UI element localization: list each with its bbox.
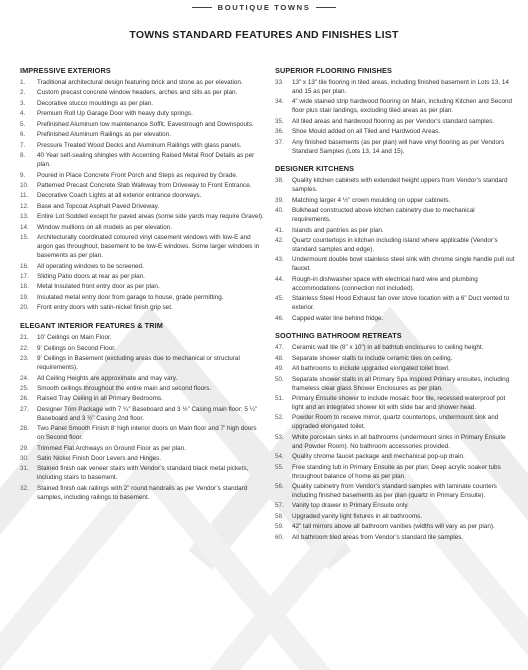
item-number: 22. (20, 344, 29, 352)
list-item (275, 276, 515, 294)
item-text: Stainless Steel Hood Exhaust fan over stove location with a 6” Duct vented to exterior. (292, 295, 510, 312)
list-item (275, 197, 515, 206)
item-number: 50. (275, 375, 284, 383)
feature-section (275, 331, 515, 542)
item-text: Quality cabinetry from Vendor’s standard samples with laminate counters including finished basements as per plan (quartz in Primary Ensuite). (292, 483, 497, 499)
item-number: 41. (275, 226, 284, 234)
item-number: 27. (20, 405, 29, 413)
item-number: 34. (275, 98, 284, 106)
item-number: 15. (20, 234, 29, 242)
item-text: 13” x 13” tile flooring in tiled areas, including finished basement in Lots 13, 14 and 15 as per plan. (292, 79, 509, 95)
item-number: 44. (275, 275, 284, 283)
item-text: Insulated metal entry door from garage to house, grade permitting. (37, 293, 224, 301)
list-item (20, 355, 265, 373)
list-item (275, 139, 515, 157)
item-number: 37. (275, 138, 284, 146)
list-item (275, 453, 515, 462)
list-item (20, 465, 265, 483)
list-item (275, 207, 515, 225)
item-number: 40. (275, 207, 284, 215)
item-text: Pressure Treated Wood Decks and Aluminum Railings with glass panels. (37, 141, 242, 149)
feature-list (20, 79, 265, 313)
item-text: Designer Trim Package with 7 ¼” Baseboard and 3 ½” Casing main floor; 5 ¼” Baseboard and 3 ½” Casing 2nd floor. (37, 405, 258, 422)
item-number: 49. (275, 365, 284, 373)
list-item (20, 79, 265, 88)
item-number: 1. (20, 79, 26, 86)
item-number: 2. (20, 89, 26, 97)
item-number: 60. (275, 533, 284, 541)
item-number: 42. (275, 237, 284, 245)
list-item (20, 213, 265, 222)
brand-name: BOUTIQUE TOWNS (217, 3, 311, 12)
item-number: 4. (20, 110, 26, 118)
list-item (20, 121, 265, 130)
item-text: Vanity top drawer in Primary Ensuite only. (292, 502, 409, 510)
list-item (20, 234, 265, 261)
item-text: Bulkhead constructed above kitchen cabinetry due to mechanical requirements. (292, 207, 475, 224)
left-column (20, 66, 265, 511)
item-text: Decorative stucco mouldings as per plan. (37, 99, 154, 107)
list-item (20, 224, 265, 233)
item-text: Quality kitchen cabinets with extended height uppers from Vendor’s standard samples. (292, 177, 508, 194)
list-item (20, 445, 265, 454)
item-text: Quality chrome faucet package and mechanical pop-up drain. (292, 453, 465, 461)
item-number: 55. (275, 463, 284, 471)
item-text: Poured in Place Concrete Front Porch and Steps as required by Grade. (37, 171, 238, 179)
item-number: 6. (20, 131, 26, 139)
item-number: 52. (275, 414, 284, 422)
section-heading: SUPERIOR FLOORING FINISHES (275, 66, 392, 75)
item-text: Powder Room to receive mirror, quartz countertops, undermount sink and upgraded elongated toilet. (292, 414, 499, 431)
list-item (20, 406, 265, 424)
item-number: 51. (275, 395, 284, 403)
list-item (275, 295, 515, 313)
item-text: Decorative Coach Lights at all exterior entrance doorways. (37, 192, 202, 200)
list-item (275, 355, 515, 364)
item-text: Upgraded vanity light fixtures in all bathrooms. (292, 512, 423, 520)
list-item (20, 455, 265, 464)
item-text: All operating windows to be screened. (37, 262, 144, 270)
list-item (20, 345, 265, 354)
feature-list (275, 177, 515, 323)
item-number: 9. (20, 171, 26, 179)
list-item (20, 395, 265, 404)
item-text: White porcelain sinks in all bathrooms (undermount sinks in Primary Ensuite and Powder Room). No bathroom accessories provided. (292, 433, 506, 450)
item-text: 10’ Ceilings on Main Floor. (37, 334, 112, 342)
list-item (275, 502, 515, 511)
document-title: TOWNS STANDARD FEATURES AND FINISHES LIST (129, 29, 399, 41)
item-number: 11. (20, 192, 29, 200)
item-text: Custom precast concrete window headers, arches and sills as per plan. (37, 89, 238, 97)
item-text: Front entry doors with satin-nickel finish grip set. (37, 304, 173, 312)
list-item (275, 395, 515, 413)
list-item (20, 172, 265, 181)
list-item (275, 344, 515, 353)
item-number: 25. (20, 384, 29, 392)
section-heading: DESIGNER KITCHENS (275, 164, 355, 174)
item-number: 18. (20, 283, 29, 291)
list-item (20, 89, 265, 98)
feature-section (20, 66, 265, 313)
list-item (20, 334, 265, 343)
item-text: Prefinished Aluminum low maintenance Soffit, Eavestrough and Downspouts. (37, 120, 254, 128)
list-item (275, 483, 515, 501)
list-item (275, 128, 515, 137)
item-text: Quartz countertops in kitchen including island where applicable (Vendor’s standard samples and edge). (292, 237, 498, 253)
list-item (20, 192, 265, 201)
item-text: Patterned Precast Concrete Slab Walkway from Driveway to Front Entrance. (37, 181, 252, 189)
item-text: Separate shower stalls to include ceramic tiles on ceiling. (292, 354, 453, 362)
list-item (20, 110, 265, 119)
item-text: Base and Topcoat Asphalt Paved Driveway. (37, 202, 160, 210)
item-text: Two Panel Smooth Finish 8’ high interior doors on Main floor and 7’ high doors on Second floor. (37, 425, 257, 442)
item-number: 45. (275, 295, 284, 303)
item-text: Ceramic wall tile (8” x 10”) in all bathtub enclosures to ceiling height. (292, 344, 484, 352)
item-text: 9’ Ceilings in Basement (excluding areas due to mechanical or structural requirements). (37, 355, 240, 372)
brand-rule-left (192, 7, 212, 8)
list-item (20, 182, 265, 191)
list-item (20, 100, 265, 109)
list-item (275, 256, 515, 274)
feature-list (275, 79, 515, 156)
item-number: 33. (275, 79, 284, 86)
item-text: Matching larger 4 ½” crown moulding on upper cabinets. (292, 196, 451, 204)
list-item (20, 142, 265, 151)
item-text: Shoe Mould added on all Tiled and Hardwood Areas. (292, 128, 441, 136)
item-text: Free standing tub in Primary Ensuite as per plan; Deep acrylic soaker tubs throughout balance of home as per plan. (292, 463, 501, 480)
item-text: Stained finish oak railings with 2” round handrails as per Vendor’s standard samples, including railings to basement. (37, 484, 248, 501)
item-text: Satin Nickel Finish Door Levers and Hinges. (37, 455, 162, 463)
item-number: 43. (275, 256, 284, 264)
item-text: All Ceiling Heights are approximate and may vary. (37, 374, 178, 382)
item-text: Rough-in dishwasher space with electrical hard wire and plumbing accommodations (connection not included). (292, 275, 478, 292)
list-item (275, 237, 515, 255)
item-number: 8. (20, 152, 26, 160)
item-number: 3. (20, 99, 26, 107)
list-item (275, 434, 515, 452)
item-number: 28. (20, 425, 29, 433)
feature-section (275, 66, 515, 156)
section-heading: SOOTHING BATHROOM RETREATS (275, 331, 402, 341)
list-item (20, 375, 265, 384)
item-number: 24. (20, 374, 29, 382)
item-text: Capped water line behind fridge. (292, 314, 384, 322)
list-item (20, 131, 265, 140)
feature-list (275, 344, 515, 542)
item-number: 31. (20, 465, 29, 473)
item-text: Sliding Patio doors at rear as per plan. (37, 272, 145, 280)
feature-section (20, 321, 265, 502)
list-item (275, 315, 515, 324)
list-item (20, 304, 265, 313)
item-text: Any finished basements (as per plan) will have vinyl flooring as per Vendors Standard Samples (Lots 13, 14 and 15). (292, 138, 505, 155)
item-number: 23. (20, 355, 29, 363)
list-item (20, 385, 265, 394)
list-item (20, 263, 265, 272)
section-heading: IMPRESSIVE EXTERIORS (20, 66, 111, 75)
list-item (275, 118, 515, 127)
list-item (275, 365, 515, 374)
item-number: 59. (275, 523, 284, 531)
list-item (275, 79, 515, 97)
list-item (275, 227, 515, 236)
item-text: Premium Roll Up Garage Door with heavy duty springs. (37, 110, 193, 118)
item-text: 42” tall mirrors above all bathroom vanities (widths will vary as per plan). (292, 523, 495, 531)
item-number: 38. (275, 177, 284, 185)
list-item (20, 203, 265, 212)
list-item (275, 464, 515, 482)
list-item (275, 513, 515, 522)
list-item (275, 177, 515, 195)
item-text: Architecturally coordinated coloured vinyl casement windows with low-E and argon gas throughout, basement to be low-E windows. Some larger windows in basements as per plan. (37, 234, 260, 260)
item-text: Raised Tray Ceiling in all Primary Bedrooms. (37, 395, 163, 403)
list-item (20, 273, 265, 282)
item-text: Primary Ensuite shower to include mosaic floor tile, recessed waterproof pot light and an integrated shower kit with slide bar and shower head. (292, 395, 506, 412)
item-number: 57. (275, 502, 284, 510)
right-column (275, 66, 515, 551)
list-item (20, 485, 265, 503)
item-number: 53. (275, 433, 284, 441)
item-text: Smooth ceilings throughout the entire main and second floors. (37, 384, 212, 392)
item-text: Separate shower stalls in all Primary Spa inspired Primary ensuites, including frameless clear glass Shower Enclosures as per plan. (292, 375, 510, 392)
item-number: 26. (20, 395, 29, 403)
item-text: Prefinished Aluminum Railings as per elevation. (37, 131, 171, 139)
item-number: 16. (20, 262, 29, 270)
item-number: 39. (275, 196, 284, 204)
item-number: 14. (20, 223, 29, 231)
item-text: 4” wide stained strip hardwood flooring on Main, including Kitchen and Second floor plus stair landings, excluding tiled areas as per plan. (292, 98, 513, 115)
item-text: Trimmed Flat Archways on Ground Floor as per plan. (37, 444, 186, 452)
list-item (20, 283, 265, 292)
item-text: Traditional architectural design featuring brick and stone as per elevation. (37, 79, 243, 86)
item-number: 47. (275, 344, 284, 352)
brand-rule-right (316, 7, 336, 8)
list-item (275, 523, 515, 532)
item-text: All bathroom tiled areas from Vendor’s standard tile samples. (292, 533, 464, 541)
item-number: 48. (275, 354, 284, 362)
item-number: 32. (20, 484, 29, 492)
list-item (275, 414, 515, 432)
list-item (275, 376, 515, 394)
item-text: Islands and pantries as per plan. (292, 226, 384, 234)
item-text: Window mullions on all models as per elevation. (37, 223, 173, 231)
item-number: 56. (275, 483, 284, 491)
item-text: 40 Year self-sealing shingles with Accenting Raised Metal Roof Details as per plan. (37, 152, 255, 169)
item-number: 21. (20, 334, 29, 342)
list-item (20, 152, 265, 170)
list-item (20, 425, 265, 443)
item-number: 5. (20, 120, 26, 128)
item-text: All bathrooms to include upgraded elongated toilet bowl. (292, 365, 450, 373)
item-number: 29. (20, 444, 29, 452)
feature-list (20, 334, 265, 502)
item-text: Stained finish oak veneer stairs with Vendor’s standard black metal pickets, including stairs to basement. (37, 465, 249, 482)
brand-header (0, 3, 528, 12)
item-number: 19. (20, 293, 29, 301)
item-number: 20. (20, 304, 29, 312)
item-text: 9’ Ceilings on Second Floor. (37, 344, 116, 352)
list-item (20, 294, 265, 303)
item-number: 30. (20, 455, 29, 463)
list-item (275, 534, 515, 543)
item-number: 35. (275, 117, 284, 125)
item-number: 10. (20, 181, 29, 189)
item-number: 13. (20, 213, 29, 221)
item-text: Entire Lot Sodded except for paved areas (some side yards may require Gravel). (37, 213, 264, 221)
item-text: All tiled areas and hardwood flooring as per Vendor’s standard samples. (292, 117, 495, 125)
item-number: 36. (275, 128, 284, 136)
item-text: Metal Insulated front entry door as per plan. (37, 283, 160, 291)
item-number: 12. (20, 202, 29, 210)
item-text: Undermount double bowl stainless steel sink with chrome single handle pull out faucet. (292, 256, 515, 273)
feature-section (275, 164, 515, 323)
item-number: 46. (275, 314, 284, 322)
item-number: 7. (20, 141, 26, 149)
list-item (275, 98, 515, 116)
item-number: 54. (275, 453, 284, 461)
item-number: 58. (275, 512, 284, 520)
section-heading: ELEGANT INTERIOR FEATURES & TRIM (20, 321, 163, 331)
item-number: 17. (20, 272, 29, 280)
